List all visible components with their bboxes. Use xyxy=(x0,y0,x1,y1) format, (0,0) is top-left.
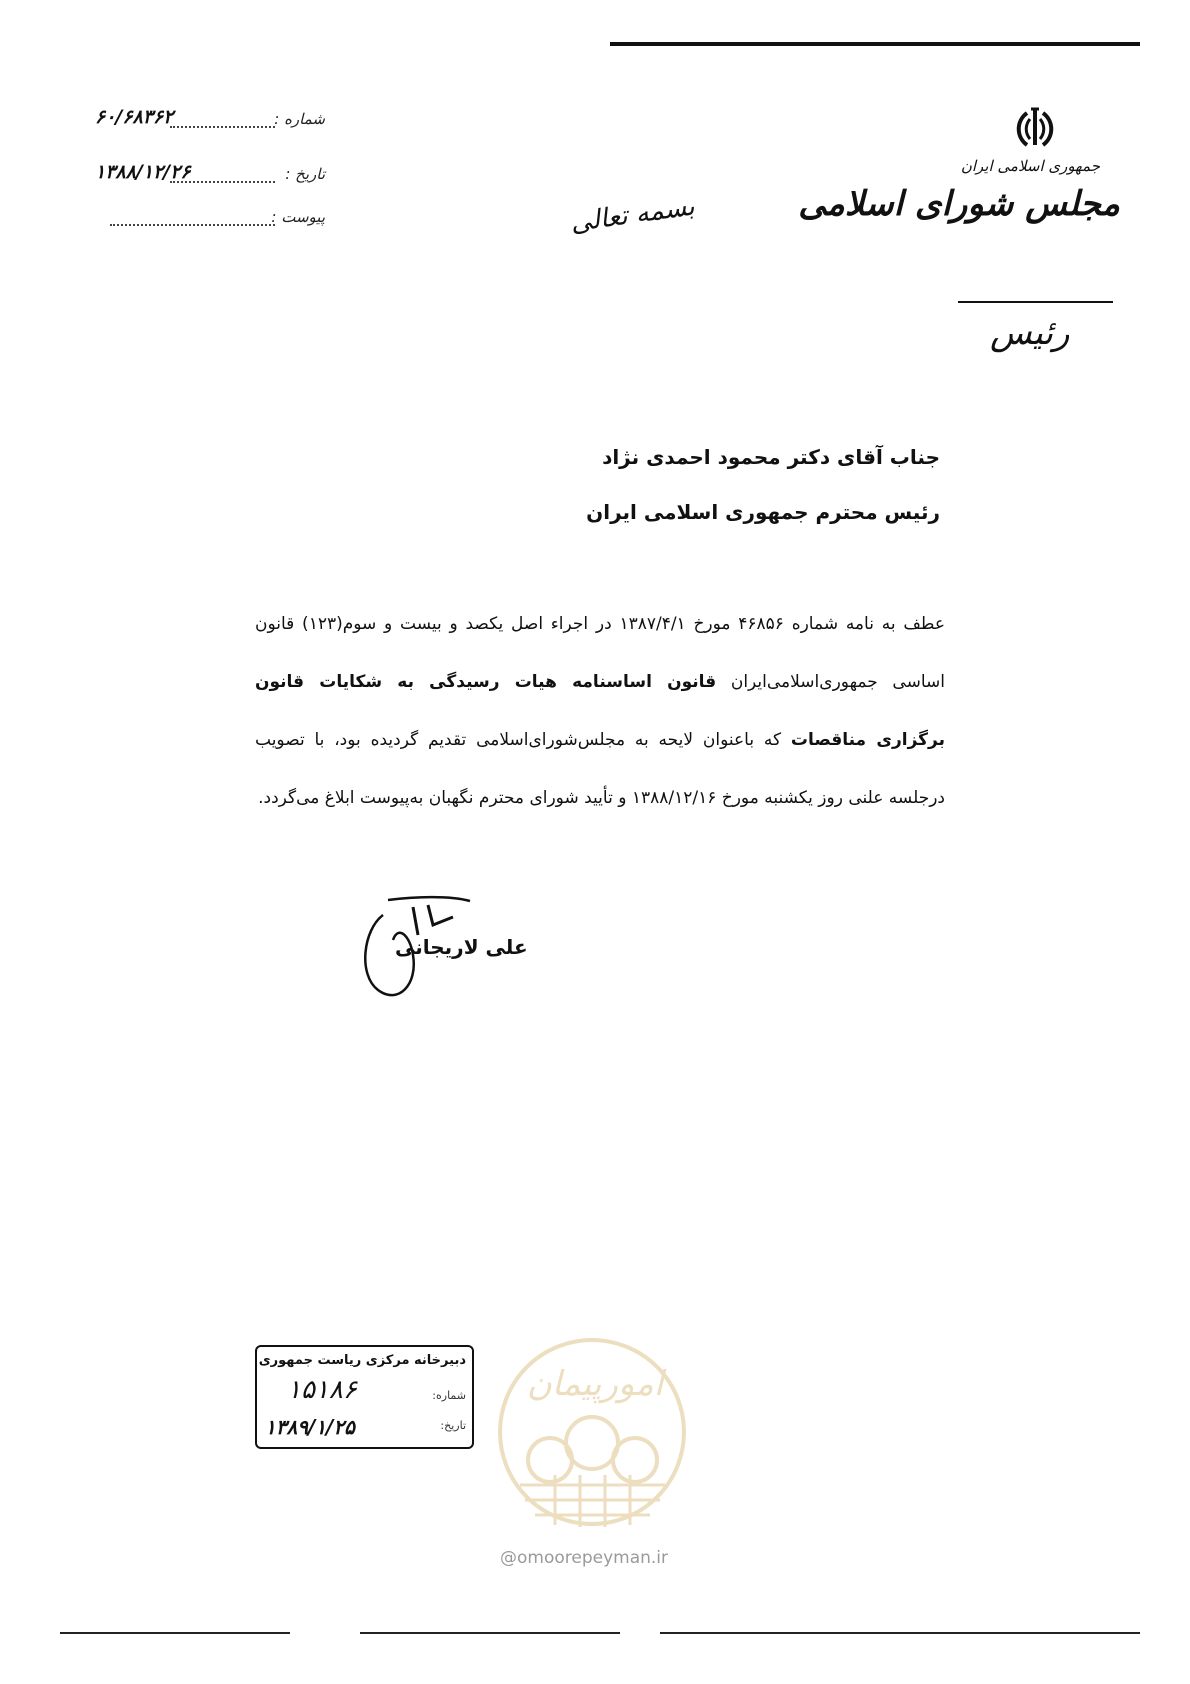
iran-emblem-icon xyxy=(1012,105,1058,151)
date-value: ۱۳۸۸/۱۲/۲۶ xyxy=(95,161,191,183)
signatory-name: علی لاریجانی xyxy=(395,935,528,959)
bottom-rule-right xyxy=(660,1632,1140,1634)
emblem-divider xyxy=(958,301,1113,303)
number-dots xyxy=(170,126,275,128)
addressee-title: رئیس محترم جمهوری اسلامی ایران xyxy=(586,500,940,524)
watermark-logo xyxy=(495,1335,690,1530)
attachment-dots xyxy=(110,224,275,226)
majlis-title: مجلس شورای اسلامی xyxy=(798,184,1120,224)
top-rule xyxy=(610,42,1140,46)
watermark-brand: امورپیمان xyxy=(526,1364,664,1404)
body-part-1: عطف به نامه شماره ۴۶۸۵۶ مورخ ۱۳۸۷/۴/۱ در اجراء اصل یکصد و بیست و سوم(۱۲۳) قانون اساسی جمهوری‌اسلامی‌ایران xyxy=(255,614,946,692)
office-title: رئیس xyxy=(990,313,1070,353)
stamp-number-label: شماره: xyxy=(432,1389,466,1402)
stamp-number-value: ۱۵۱۸۶ xyxy=(287,1375,357,1405)
letter-body xyxy=(255,595,945,827)
bismillah: بسمه تعالی xyxy=(568,191,697,239)
body-bold-law-title: قانون اساسنامه هیات رسیدگی به شکایات قانون برگزاری مناقصات xyxy=(255,672,945,750)
number-label: شماره : xyxy=(274,110,325,128)
registry-stamp xyxy=(255,1345,474,1449)
body-part-2: که باعنوان لایحه به مجلس‌شورای‌اسلامی تقدیم گردیده بود، با تصویب درجلسه علنی روز یکشنبه مورخ ۱۳۸۸/۱۲/۱۶ و تأیید شورای محترم نگهبان به‌پیوست ابلاغ می‌گردد. xyxy=(255,730,945,808)
letter-number-row xyxy=(95,106,325,140)
bottom-rule-left xyxy=(60,1632,290,1634)
republic-title: جمهوری اسلامی ایران xyxy=(960,157,1100,175)
stamp-date-value: ۱۳۸۹/۱/۲۵ xyxy=(265,1415,355,1439)
emblem-block xyxy=(798,105,1120,375)
number-value: ۶۰/۶۸۳۶۲ xyxy=(95,106,174,128)
letter-date-row xyxy=(95,161,325,195)
attachment-label: پیوست : xyxy=(271,208,325,226)
stamp-date-label: تاریخ: xyxy=(440,1419,466,1432)
addressee-name: جناب آقای دکتر محمود احمدی نژاد xyxy=(602,445,940,469)
watermark-site: @omoorepeyman.ir xyxy=(500,1548,669,1568)
stamp-title: دبیرخانه مرکزی ریاست جمهوری xyxy=(258,1353,466,1368)
letter-attachment-row xyxy=(95,208,325,238)
date-label: تاریخ : xyxy=(285,165,325,183)
bottom-rule-middle xyxy=(360,1632,620,1634)
